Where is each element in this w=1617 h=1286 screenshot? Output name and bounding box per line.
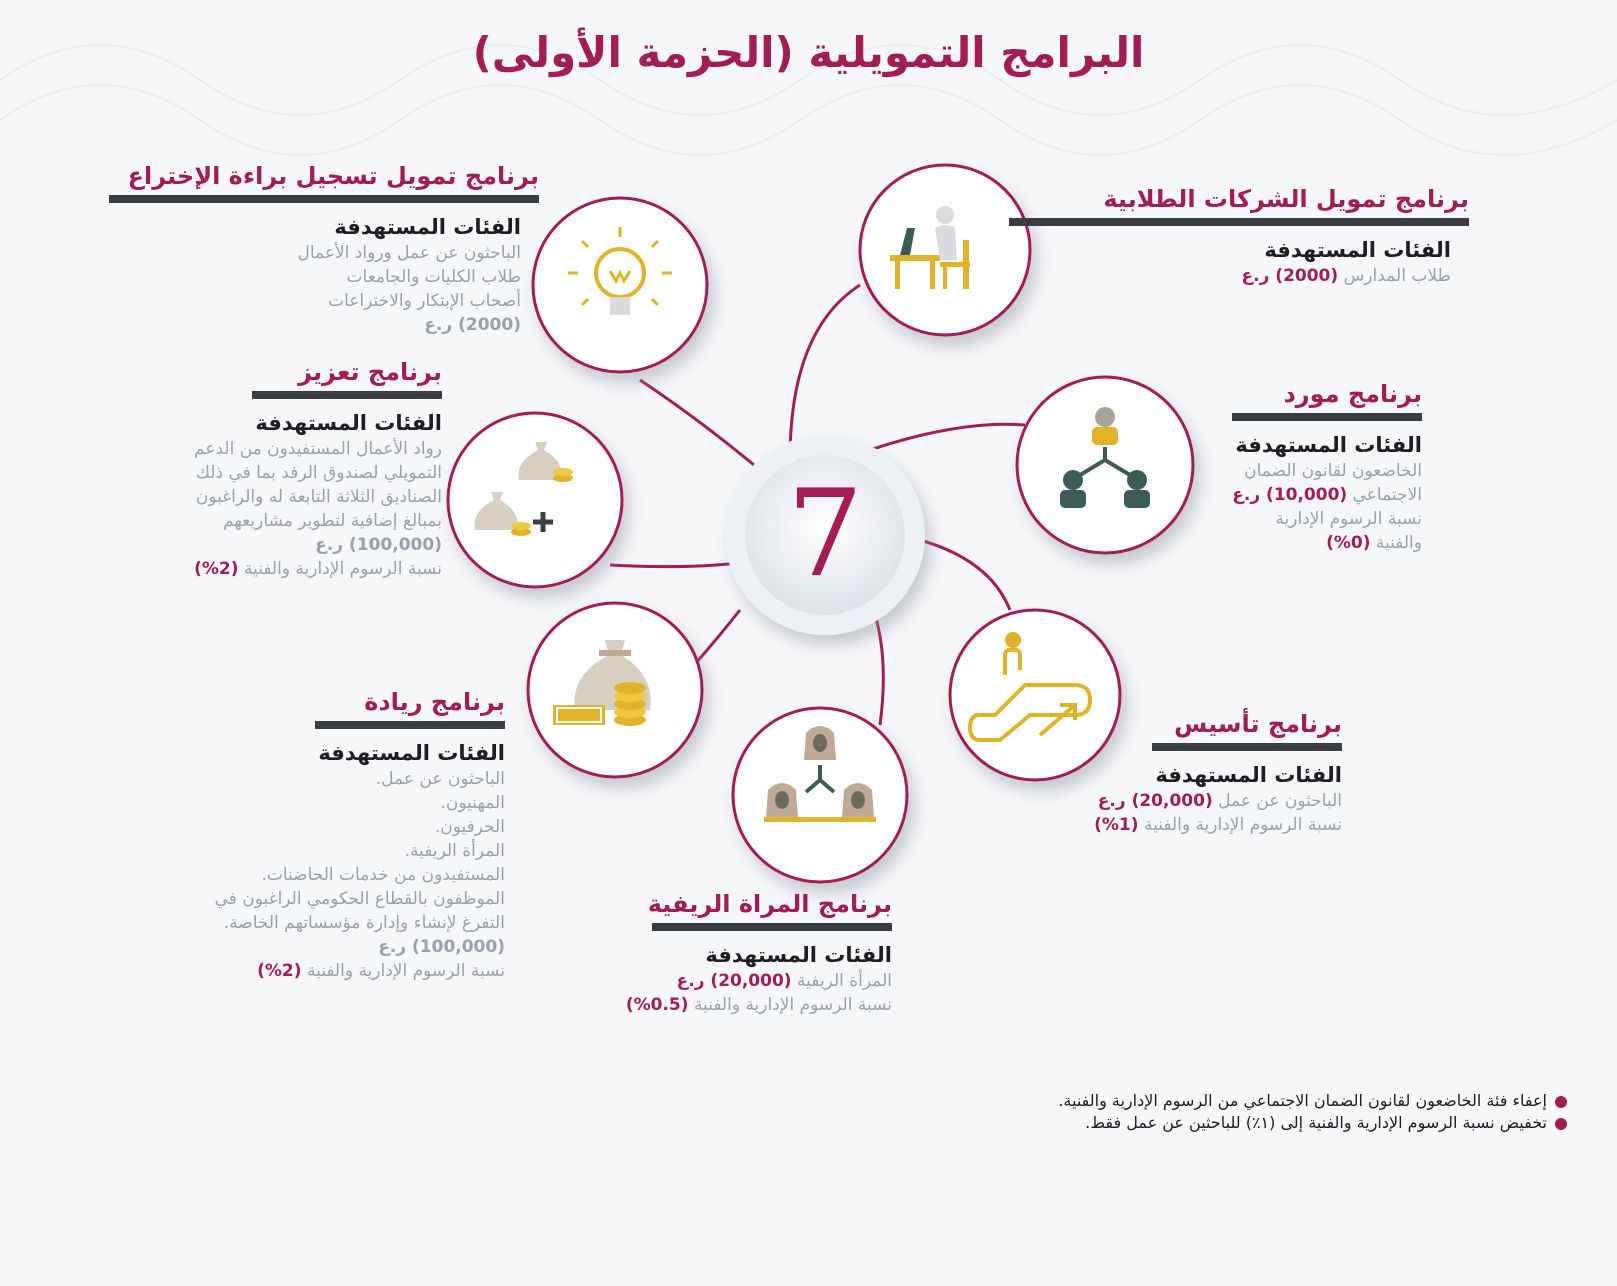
amount: (100,000) ر.ع — [315, 535, 442, 555]
target-line: بمبالغ إضافية لتطوير مشاريعهم — [223, 511, 442, 531]
program-title: برنامج تأسيس — [1174, 710, 1342, 738]
title-underline — [315, 721, 505, 729]
target-line: طلاب الكليات والجامعات — [346, 267, 521, 287]
target-groups-label: الفئات المستهدفة — [1235, 433, 1422, 457]
target-line: المهنيون. — [440, 793, 505, 813]
target-line: نسبة الرسوم الإدارية والفنية (2%) — [257, 961, 505, 981]
page-title: البرامج التمويلية (الحزمة الأولى) — [472, 28, 1145, 77]
target-line: نسبة الرسوم الإدارية والفنية (1%) — [1094, 815, 1342, 835]
footnote: إعفاء فئة الخاضعون لقانون الضمان الاجتماعي من الرسوم الإدارية والفنية. — [1058, 1090, 1567, 1112]
target-line: المستفيدون من خدمات الحاضنات. — [261, 865, 505, 885]
target-line: نسبة الرسوم الإدارية والفنية (0.5%) — [625, 995, 892, 1015]
target-groups-label: الفئات المستهدفة — [1264, 238, 1451, 262]
circle-taaziz — [448, 413, 622, 587]
center-number: 7 — [786, 465, 864, 604]
target-line: المرأة الريفية (20,000) ر.ع — [676, 971, 892, 991]
target-line: أصحاب الإبتكار والاختراعات — [328, 291, 521, 311]
target-line: الصناديق الثلاثة التابعة له والراغبون — [195, 487, 442, 507]
program-title: برنامج المراة الريفية — [647, 890, 892, 918]
title-underline — [1009, 218, 1469, 226]
target-line: الباحثون عن عمل ورواد الأعمال — [297, 243, 521, 263]
target-line: الاجتماعي (10,000) ر.ع — [1232, 485, 1422, 505]
program-mawred — [1122, 378, 1422, 555]
circle-patent — [533, 198, 707, 372]
target-line: الموظفون بالقطاع الحكومي الراغبون في — [214, 889, 505, 909]
target-line: الخاضعون لقانون الضمان — [1244, 461, 1422, 481]
bullet-dot-icon — [1555, 1118, 1567, 1130]
target-line: الباحثون عن عمل (20,000) ر.ع — [1097, 791, 1342, 811]
target-groups-label: الفئات المستهدفة — [705, 943, 892, 967]
program-riyada — [85, 686, 505, 983]
target-line: التفرغ لإنشاء وإدارة مؤسساتهم الخاصة. — [223, 913, 505, 933]
target-line: الباحثون عن عمل. — [375, 769, 505, 789]
program-title: برنامج تعزيز — [298, 358, 442, 386]
footnotes — [1058, 1090, 1567, 1134]
target-line: المرأة الريفية. — [404, 841, 505, 861]
title-underline — [1232, 413, 1422, 421]
target-groups-label: الفئات المستهدفة — [334, 215, 521, 239]
target-line: نسبة الرسوم الإدارية والفنية (2%) — [194, 559, 442, 579]
program-title: برنامج تمويل تسجيل براءة الإختراع — [127, 162, 539, 190]
program-title: برنامج مورد — [1283, 380, 1422, 408]
target-line: طلاب المدارس (2000) ر.ع — [1241, 266, 1451, 286]
amount: (2000) ر.ع — [424, 315, 521, 335]
bullet-dot-icon — [1555, 1096, 1567, 1108]
program-title: برنامج ريادة — [364, 688, 505, 716]
program-patent — [109, 160, 539, 337]
title-underline — [252, 391, 442, 399]
amount: (100,000) ر.ع — [378, 937, 505, 957]
target-line: رواد الأعمال المستفيدون من الدعم — [194, 439, 442, 459]
title-underline — [109, 195, 539, 203]
program-taseess — [1042, 708, 1342, 837]
target-line: نسبة الرسوم الإدارية — [1275, 509, 1422, 529]
program-title: برنامج تمويل الشركات الطلابية — [1103, 185, 1469, 213]
title-underline — [1152, 743, 1342, 751]
target-groups-label: الفئات المستهدفة — [255, 411, 442, 435]
target-line: الحرفيون. — [434, 817, 505, 837]
program-student-companies — [1009, 183, 1469, 288]
program-rural-women — [552, 888, 892, 1017]
target-groups-label: الفئات المستهدفة — [1155, 763, 1342, 787]
program-taaziz — [42, 356, 442, 581]
target-groups-label: الفئات المستهدفة — [318, 741, 505, 765]
target-line: التمويلي لصندوق الرفد بما في ذلك — [195, 463, 442, 483]
target-line: والفنية (0%) — [1326, 533, 1422, 553]
title-underline — [652, 923, 892, 931]
footnote: تخفيض نسبة الرسوم الإدارية والفنية إلى (١٪) للباحثين عن عمل فقط. — [1058, 1112, 1567, 1134]
